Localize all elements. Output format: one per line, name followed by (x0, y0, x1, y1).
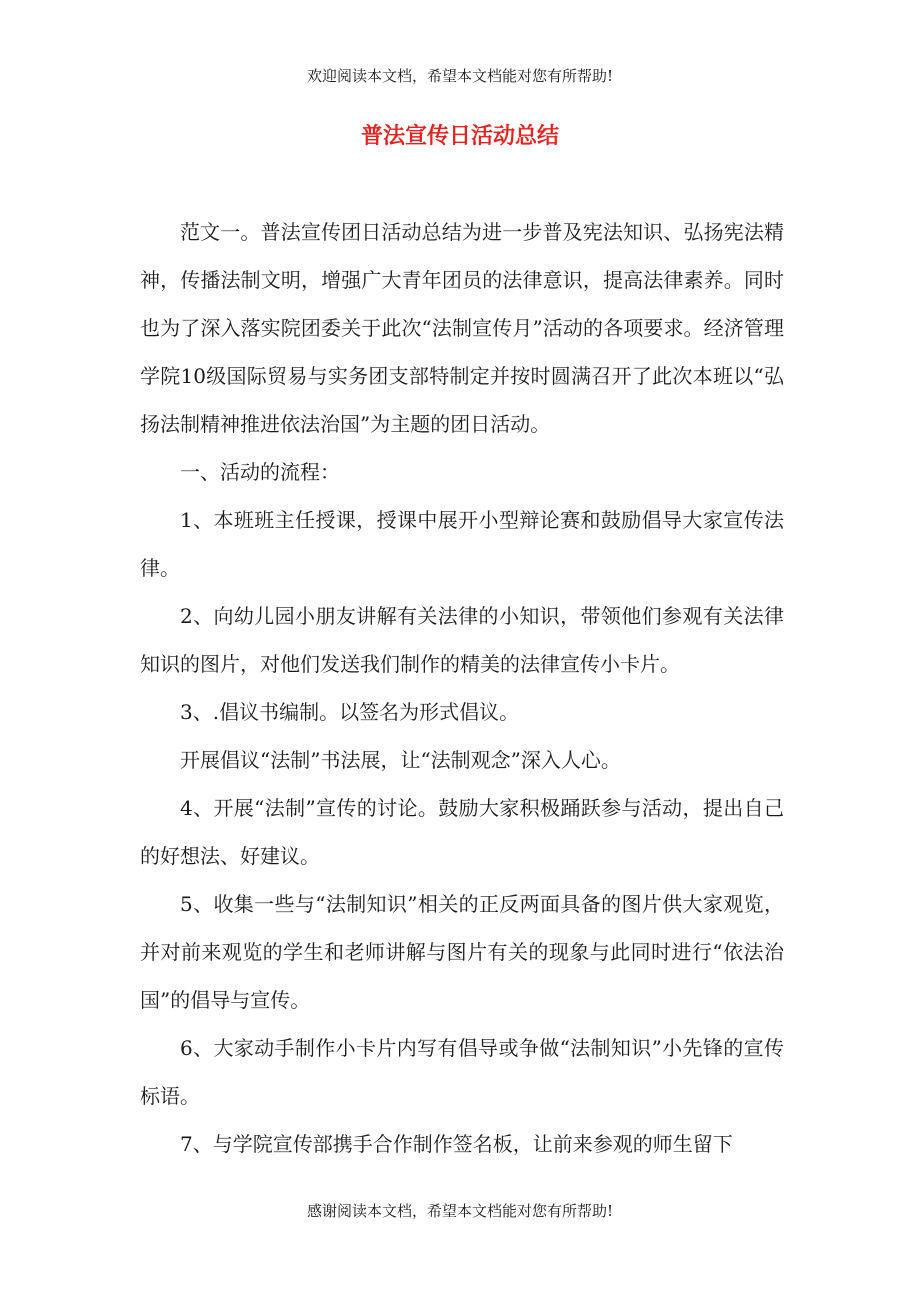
paragraph-item-4: 4、开展“法制”宣传的讨论。鼓励大家积极踊跃参与活动，提出自己的好想法、好建议。 (140, 796, 784, 868)
paragraph-item-3-detail: 开展倡议“法制”书法展，让“法制观念”深入人心。 (180, 748, 621, 772)
paragraph-intro: 范文一。普法宣传团日活动总结为进一步普及宪法知识、弘扬宪法精神，传播法制文明，增强广大青年团员的法律意识，提高法律素养。同时也为了深入落实院团委关于此次“法制宣传月”活动的各项要求。经济管理学院10级国际贸易与实务团支部特制定并按时圆满召开了此次本班以“弘扬法制精神推进依法治国”为主题的团日活动。 (140, 220, 784, 436)
paragraph-section-heading: 一、活动的流程： (180, 460, 340, 484)
paragraph-item-3: 3、.倡议书编制。以签名为形式倡议。 (180, 700, 520, 724)
paragraph-item-6: 6、大家动手制作小卡片内写有倡导或争做“法制知识”小先锋的宣传标语。 (140, 1036, 784, 1108)
document-body (140, 208, 784, 1168)
paragraph-item-2: 2、向幼儿园小朋友讲解有关法律的小知识，带领他们参观有关法律知识的图片，对他们发送我们制作的精美的法律宣传小卡片。 (140, 604, 784, 676)
paragraph-item-1: 1、本班班主任授课，授课中展开小型辩论赛和鼓励倡导大家宣传法律。 (140, 508, 784, 580)
page-header-note: 欢迎阅读本文档，希望本文档能对您有所帮助! (306, 67, 614, 85)
paragraph-item-7: 7、与学院宣传部携手合作制作签名板，让前来参观的师生留下 (180, 1132, 733, 1156)
page-footer-note: 感谢阅读本文档，希望本文档能对您有所帮助! (306, 1202, 614, 1220)
paragraph-item-5: 5、收集一些与“法制知识”相关的正反两面具备的图片供大家观览，并对前来观览的学生和老师讲解与图片有关的现象与此同时进行“依法治国”的倡导与宣传。 (140, 892, 784, 1012)
document-title: 普法宣传日活动总结 (360, 123, 559, 149)
